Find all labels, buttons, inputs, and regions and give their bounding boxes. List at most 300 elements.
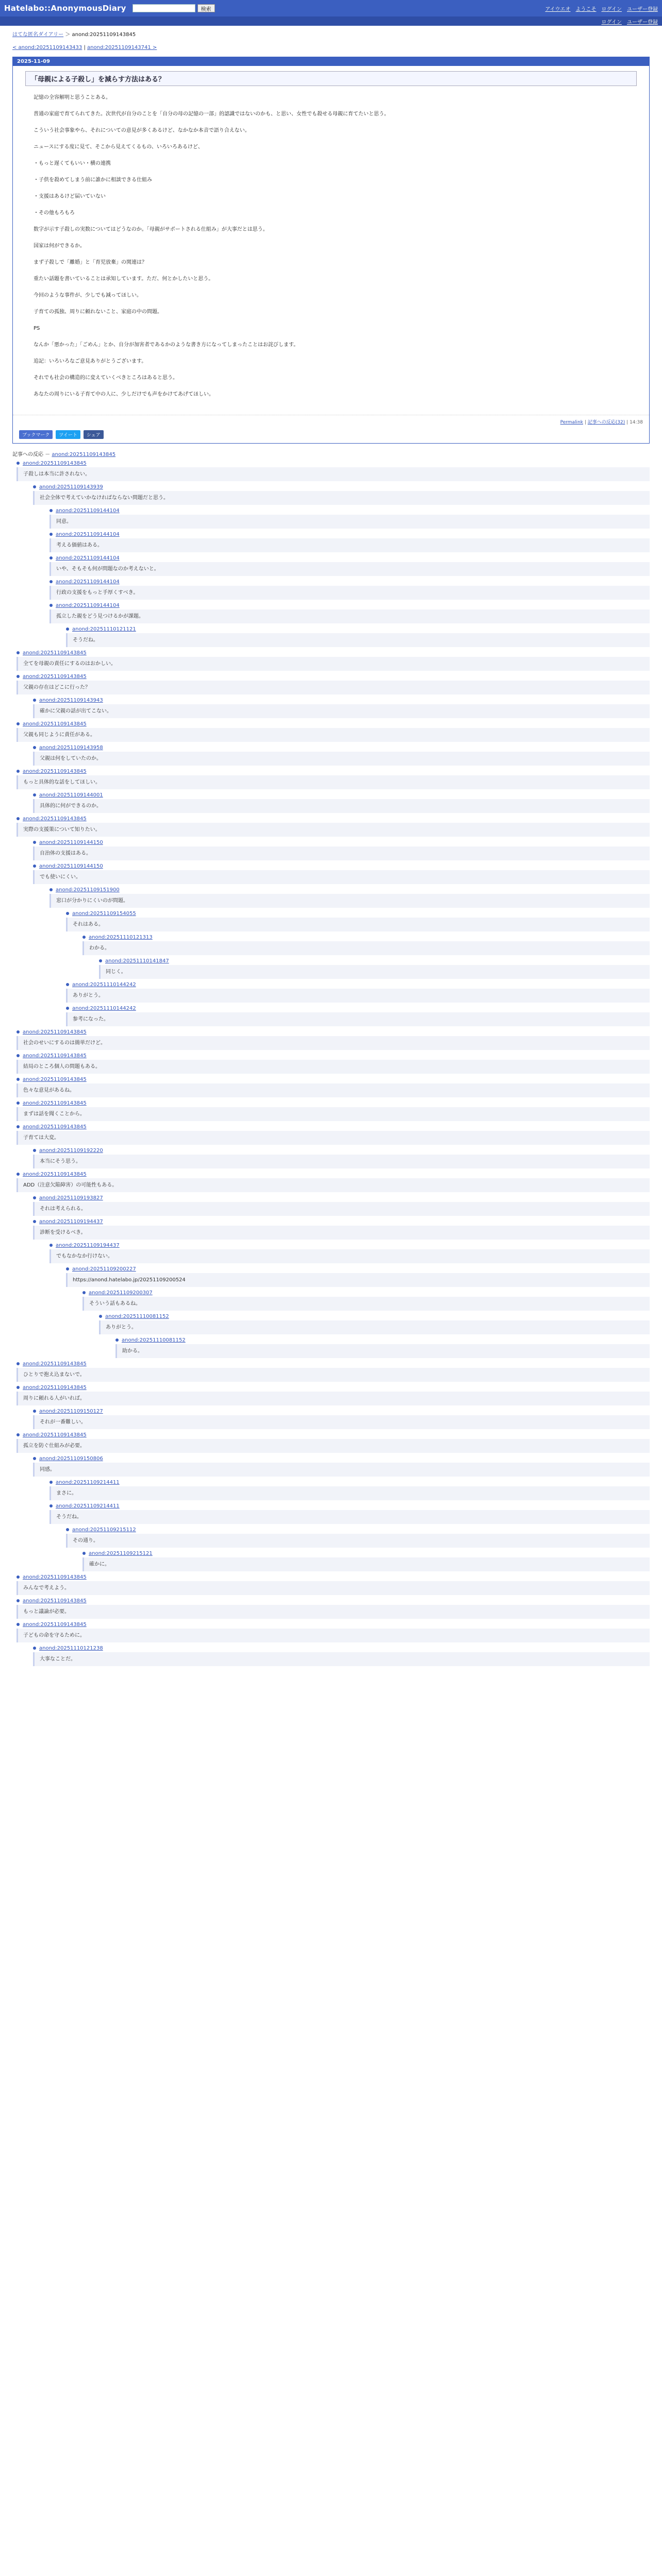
article-date: 2025-11-09	[13, 57, 649, 66]
comment-item	[16, 1432, 650, 1453]
comment-id-link[interactable]: anond:20251110121238	[39, 1646, 103, 1651]
comment-body: ありがとう。	[99, 1320, 650, 1334]
comment-item	[33, 1195, 650, 1216]
bullet-icon	[16, 1054, 20, 1057]
article-paragraph: ・もっと遅くてもいい・横の連携	[34, 161, 111, 166]
comment-item	[16, 1361, 650, 1382]
article-paragraph: ・支援はあるけど届いていない	[34, 194, 106, 199]
comment-body: みんなで考えよう。	[16, 1581, 650, 1595]
article-title[interactable]: 「母親による子殺し」を減らす方法はある？	[25, 71, 637, 86]
comment-body: 参考になった。	[66, 1012, 650, 1026]
article-paragraph: 普通の家庭で育てられてきた。次世代が自分のことを「自分の母の記憶の一部」的認識ではないのかも、と思い、女性でも殺せる母親に育てたいと思う。	[34, 111, 389, 117]
comment-header	[66, 626, 650, 632]
comment-id-link[interactable]: anond:20251109143845	[23, 674, 87, 680]
article-body	[13, 93, 649, 415]
bullet-icon	[16, 1433, 20, 1436]
bullet-icon	[16, 817, 20, 820]
comment-header	[33, 1148, 650, 1154]
comment-header	[66, 1527, 650, 1533]
bullet-icon	[16, 675, 20, 678]
comment-body: 社会のせいにするのは簡単だけど。	[16, 1036, 650, 1050]
article-paragraph: PS	[34, 326, 40, 331]
bullet-icon	[16, 1101, 20, 1105]
article-paragraph: 重たい話題を書いていることは承知しています。ただ、何とかしたいと思う。	[34, 276, 214, 282]
bullet-icon	[16, 1599, 20, 1602]
article-paragraph: 国家は何ができるか。	[34, 243, 85, 249]
bullet-icon	[82, 936, 86, 939]
comment-id-link[interactable]: anond:20251109144104	[56, 579, 120, 585]
comment-body: 父親の存在はどこに行った？	[16, 681, 650, 694]
comment-item	[16, 1622, 650, 1642]
comment-item	[16, 1077, 650, 1097]
comment-item	[16, 1172, 650, 1192]
comment-header	[16, 650, 650, 656]
comment-header	[16, 1622, 650, 1628]
comment-header	[82, 1290, 650, 1296]
article-paragraph: まず子殺しで「離婚」と「育児放棄」の関連は？	[34, 260, 147, 265]
comment-id-link[interactable]: anond:20251109143845	[23, 1622, 87, 1628]
comment-id-link[interactable]: anond:20251109143845	[23, 461, 87, 466]
footer-sep: |	[584, 420, 586, 425]
comment-item	[16, 1124, 650, 1145]
comment-header	[33, 792, 650, 798]
comment-item	[16, 1100, 650, 1121]
comment-body: 父親も同じように責任がある。	[16, 728, 650, 742]
comment-item	[115, 1337, 650, 1358]
comment-id-link[interactable]: anond:20251110121121	[72, 626, 136, 632]
comment-id-link[interactable]: anond:20251109143845	[23, 769, 87, 774]
comment-header	[16, 721, 650, 727]
comment-body: 社会全体で考えていかなければならない問題だと思う。	[33, 491, 650, 505]
comment-item	[33, 484, 650, 505]
bullet-icon	[33, 793, 36, 796]
comment-item	[82, 1290, 650, 1311]
comment-body: 実際の支援策について知りたい。	[16, 823, 650, 837]
bullet-icon	[33, 1457, 36, 1460]
comment-header	[49, 508, 650, 514]
bullet-icon	[16, 651, 20, 654]
comment-id-link[interactable]: anond:20251110121313	[89, 935, 153, 940]
nav-sep: |	[84, 45, 86, 50]
comment-item	[33, 840, 650, 860]
article-paragraph: 記憶の全容解明と思うことある。	[34, 95, 111, 100]
comment-header	[16, 674, 650, 680]
comment-id-link[interactable]: anond:20251109143845	[23, 721, 87, 727]
bullet-icon	[33, 1647, 36, 1650]
comment-id-link[interactable]: anond:20251109144001	[39, 792, 103, 798]
top-links-secondary	[602, 18, 658, 25]
comment-item	[33, 1219, 650, 1240]
comment-body: 子育ては大変。	[16, 1131, 650, 1145]
comment-header	[99, 958, 650, 964]
top-bar-secondary	[0, 16, 662, 26]
bullet-icon	[16, 722, 20, 725]
top-links	[545, 5, 658, 12]
comment-id-link[interactable]: anond:20251109144150	[39, 863, 103, 869]
comment-header	[33, 698, 650, 703]
comment-id-link[interactable]: anond:20251109150806	[39, 1456, 103, 1462]
comment-body: もっと議論が必要。	[16, 1605, 650, 1619]
bullet-icon	[66, 1007, 69, 1010]
comment-header	[16, 1361, 650, 1367]
comment-body: 考える価値はある。	[49, 538, 650, 552]
comment-item	[16, 1598, 650, 1619]
comment-body: ひとりで抱え込まないで。	[16, 1368, 650, 1382]
bullet-icon	[66, 983, 69, 986]
comment-id-link[interactable]: anond:20251110141847	[105, 958, 169, 964]
bullet-icon	[33, 865, 36, 868]
article	[12, 57, 650, 444]
comment-header	[49, 1480, 650, 1485]
comment-item	[49, 603, 650, 623]
comment-header	[66, 1266, 650, 1272]
comment-body: 全てを母親の責任にするのはおかしい。	[16, 657, 650, 671]
comment-header	[33, 1219, 650, 1225]
search-button[interactable]: 検索	[197, 4, 215, 12]
comment-header	[33, 1409, 650, 1414]
comment-body: https://anond.hatelabo.jp/20251109200524	[66, 1273, 650, 1287]
comment-body: 孤立を防ぐ仕組みが必要。	[16, 1439, 650, 1453]
comment-id-link[interactable]: anond:20251109200307	[89, 1290, 153, 1296]
comment-header	[66, 911, 650, 917]
comment-body: 確かに。	[82, 1557, 650, 1571]
comment-item	[49, 508, 650, 529]
bullet-icon	[33, 699, 36, 702]
bullet-icon	[16, 462, 20, 465]
comment-body: 大事なことだ。	[33, 1652, 650, 1666]
comment-header	[82, 1551, 650, 1556]
comment-id-link[interactable]: anond:20251109143845	[23, 1077, 87, 1082]
bullet-icon	[82, 1291, 86, 1294]
comment-header	[33, 484, 650, 490]
comment-item	[82, 1551, 650, 1571]
trackback-count-link[interactable]: 記事への反応(32)	[587, 420, 625, 425]
top-link[interactable]: ようこそ	[575, 6, 597, 12]
comment-body: 自治体の支援はある。	[33, 846, 650, 860]
top-link[interactable]: ログイン	[601, 6, 622, 12]
bullet-icon	[49, 533, 53, 536]
trackback-sep: －	[45, 452, 51, 457]
comment-item	[16, 1029, 650, 1050]
comment-id-link[interactable]: anond:20251110144242	[72, 1006, 136, 1011]
comment-body: いや、そもそも何が問題なのか考えないと。	[49, 562, 650, 576]
comment-body: 周りに頼れる人がいれば。	[16, 1392, 650, 1405]
comment-header	[16, 1432, 650, 1438]
bullet-icon	[16, 1623, 20, 1626]
comment-body: 結局のところ個人の問題もある。	[16, 1060, 650, 1074]
post-time: 14:38	[630, 420, 643, 425]
article-paragraph: 子育ての孤独、周りに頼れないこと、家庭の中の問題。	[34, 309, 162, 315]
comment-body: それが一番難しい。	[33, 1415, 650, 1429]
comment-item	[16, 721, 650, 742]
comment-item	[33, 792, 650, 813]
comment-header	[16, 1100, 650, 1106]
comment-item	[49, 555, 650, 576]
comment-id-link[interactable]: anond:20251109143845	[23, 1574, 87, 1580]
bullet-icon	[49, 888, 53, 891]
comment-header	[49, 603, 650, 608]
comment-id-link[interactable]: anond:20251109214411	[56, 1503, 120, 1509]
comment-body: 診断を受けるべき。	[33, 1226, 650, 1240]
top-link[interactable]: アイウエオ	[545, 6, 571, 12]
comment-item	[33, 745, 650, 766]
comment-body: わかる。	[82, 941, 650, 955]
bullet-icon	[99, 959, 102, 962]
comment-item	[33, 1409, 650, 1429]
comment-header	[16, 1385, 650, 1391]
comment-id-link[interactable]: anond:20251109215112	[72, 1527, 136, 1533]
bullet-icon	[66, 912, 69, 915]
comment-id-link[interactable]: anond:20251110081152	[105, 1314, 169, 1319]
top-link[interactable]: ユーザー登録	[627, 6, 658, 12]
comment-item	[66, 1527, 650, 1548]
comment-header	[49, 532, 650, 537]
comment-id-link[interactable]: anond:20251109143845	[23, 1124, 87, 1130]
entry-nav	[0, 39, 662, 53]
comment-id-link[interactable]: anond:20251109143845	[23, 1053, 87, 1059]
comment-body: 同意。	[49, 515, 650, 529]
bullet-icon	[16, 770, 20, 773]
bullet-icon	[16, 1030, 20, 1033]
comment-header	[16, 1172, 650, 1177]
comment-header	[16, 461, 650, 466]
trackback-header	[12, 450, 650, 457]
comment-body: 同じく。	[99, 965, 650, 979]
comment-body: 窓口が分かりにくいのが問題。	[49, 894, 650, 908]
comment-item	[99, 958, 650, 979]
bullet-icon	[66, 1528, 69, 1531]
prev-entry-link[interactable]: < anond:20251109143433	[12, 45, 82, 50]
comment-id-link[interactable]: anond:20251109150127	[39, 1409, 103, 1414]
comment-header	[16, 1029, 650, 1035]
tweet-button[interactable]: ツイート	[56, 430, 80, 439]
comment-header	[49, 1503, 650, 1509]
article-footer	[13, 415, 649, 428]
comment-id-link[interactable]: anond:20251109144104	[56, 603, 120, 608]
permalink[interactable]: Permalink	[560, 420, 583, 425]
comment-id-link[interactable]: anond:20251109144104	[56, 532, 120, 537]
article-paragraph: 今回のような事件が、少しでも減ってほしい。	[34, 293, 142, 298]
bullet-icon	[99, 1315, 102, 1318]
comment-body: まさに。	[49, 1486, 650, 1500]
comment-body: 父親は何をしていたのか。	[33, 752, 650, 766]
comment-item	[49, 1503, 650, 1524]
article-paragraph: あなたの周りにいる子育て中の人に、少しだけでも声をかけてあげてほしい。	[34, 392, 214, 397]
comment-header	[16, 1598, 650, 1604]
trackback-label: 記事への反応	[12, 452, 43, 457]
comment-item	[16, 461, 650, 481]
comment-header	[115, 1337, 650, 1343]
comment-id-link[interactable]: anond:20251109143845	[23, 1385, 87, 1391]
comment-item	[49, 532, 650, 552]
bullet-icon	[16, 1386, 20, 1389]
bullet-icon	[49, 580, 53, 583]
comment-body: それは考えられる。	[33, 1202, 650, 1216]
bullet-icon	[49, 604, 53, 607]
comment-id-link[interactable]: anond:20251109144150	[39, 840, 103, 845]
bullet-icon	[16, 1362, 20, 1365]
comment-header	[33, 745, 650, 751]
comment-id-link[interactable]: anond:20251110081152	[122, 1337, 186, 1343]
bullet-icon	[33, 746, 36, 749]
comment-body: もっと具体的な話をしてほしい。	[16, 775, 650, 789]
comment-body: 子どもの命を守るために。	[16, 1629, 650, 1642]
comment-id-link[interactable]: anond:20251109214411	[56, 1480, 120, 1485]
breadcrumb	[0, 26, 662, 39]
comment-id-link[interactable]: anond:20251109143845	[23, 1029, 87, 1035]
site-logo[interactable]: Hatelabo::AnonymousDiary	[4, 4, 126, 13]
comment-body: 助かる。	[115, 1344, 650, 1358]
comment-header	[16, 1053, 650, 1059]
comment-id-link[interactable]: anond:20251109215121	[89, 1551, 153, 1556]
comment-id-link[interactable]: anond:20251109143943	[39, 698, 103, 703]
comment-item	[33, 863, 650, 884]
comment-header	[49, 1243, 650, 1248]
comment-header	[66, 1006, 650, 1011]
comment-body: でもなかなか行けない。	[49, 1249, 650, 1263]
comment-item	[33, 1148, 650, 1168]
comment-header	[33, 1195, 650, 1201]
share-buttons	[13, 428, 649, 443]
comment-id-link[interactable]: anond:20251109192220	[39, 1148, 103, 1154]
comment-body: ありがとう。	[66, 989, 650, 1003]
comment-item	[99, 1314, 650, 1334]
comment-item	[16, 816, 650, 837]
article-paragraph: なんか「悪かった」「ごめん」とか、自分が加害者であるかのような書き方になってしまったことはお詫びします。	[34, 342, 299, 348]
bullet-icon	[16, 1575, 20, 1579]
register-link[interactable]: ユーザー登録	[627, 19, 658, 25]
article-paragraph: 数字が示す子殺しの実数についてはどうなのか。「母親がサポートされる仕組み」が大事だとは思う。	[34, 227, 268, 232]
comment-id-link[interactable]: anond:20251109143845	[23, 1172, 87, 1177]
comment-id-link[interactable]: anond:20251109143845	[23, 1361, 87, 1367]
bullet-icon	[49, 1244, 53, 1247]
comment-header	[16, 1124, 650, 1130]
comment-header	[16, 1077, 650, 1082]
bullet-icon	[16, 1173, 20, 1176]
comment-id-link[interactable]: anond:20251110144242	[72, 982, 136, 988]
bullet-icon	[49, 1504, 53, 1507]
comment-header	[16, 1574, 650, 1580]
comment-item	[33, 1456, 650, 1477]
bookmark-button[interactable]: ブックマーク	[19, 430, 53, 439]
bullet-icon	[33, 1149, 36, 1152]
breadcrumb-sep: ＞	[65, 32, 71, 38]
comment-body: その通り。	[66, 1534, 650, 1548]
comment-header	[33, 863, 650, 869]
comment-header	[49, 555, 650, 561]
comment-id-link[interactable]: anond:20251109143845	[23, 1432, 87, 1438]
comment-body: 行政の支援をもっと手厚くすべき。	[49, 586, 650, 600]
comment-id-link[interactable]: anond:20251109151900	[56, 887, 120, 893]
comment-id-link[interactable]: anond:20251109200227	[72, 1266, 136, 1272]
article-paragraph: 追記：いろいろなご意見ありがとうございます。	[34, 359, 147, 364]
comment-id-link[interactable]: anond:20251109143845	[23, 1598, 87, 1604]
comment-header	[49, 887, 650, 893]
comment-header	[49, 579, 650, 585]
comment-id-link[interactable]: anond:20251109143845	[23, 816, 87, 822]
comment-item	[66, 626, 650, 647]
trackback-target-link[interactable]: anond:20251109143845	[52, 452, 116, 457]
comment-item	[16, 674, 650, 694]
comment-body: それはある。	[66, 918, 650, 931]
comment-id-link[interactable]: anond:20251109194437	[56, 1243, 120, 1248]
bullet-icon	[33, 1410, 36, 1413]
article-paragraph: ・子供を殺めてしまう前に誰かに相談できる仕組み	[34, 177, 152, 183]
comment-body: でも使いにくい。	[33, 870, 650, 884]
comment-header	[16, 769, 650, 774]
comment-id-link[interactable]: anond:20251109143845	[23, 1100, 87, 1106]
article-paragraph: こういう社会事象やら、それについての意見が多くあるけど、なかなか本音で語り合えない。	[34, 128, 250, 133]
comment-body: 本当にそう思う。	[33, 1155, 650, 1168]
comment-header	[66, 982, 650, 988]
next-entry-link[interactable]: anond:20251109143741 >	[87, 45, 157, 50]
comment-item	[16, 769, 650, 789]
bullet-icon	[33, 1220, 36, 1223]
bullet-icon	[49, 509, 53, 512]
article-paragraph: それでも社会の構造的に変えていくべきところはあると思う。	[34, 375, 178, 381]
article-paragraph: ・その他もろもろ	[34, 210, 75, 216]
breadcrumb-home[interactable]: はてな匿名ダイアリー	[12, 32, 64, 38]
comment-header	[16, 816, 650, 822]
comment-item	[49, 1243, 650, 1263]
bullet-icon	[66, 1267, 69, 1270]
bullet-icon	[49, 556, 53, 560]
bullet-icon	[33, 485, 36, 488]
comment-item	[33, 698, 650, 718]
comment-item	[82, 935, 650, 955]
bullet-icon	[115, 1338, 119, 1342]
comment-body: そうだね。	[49, 1510, 650, 1524]
search-input[interactable]	[133, 4, 195, 12]
top-bar	[0, 0, 662, 16]
comment-body: 色々な意見があるね。	[16, 1083, 650, 1097]
comment-id-link[interactable]: anond:20251109144104	[56, 508, 120, 514]
comment-id-link[interactable]: anond:20251109154055	[72, 911, 136, 917]
bullet-icon	[16, 1125, 20, 1128]
login-link[interactable]: ログイン	[601, 19, 622, 25]
comment-header	[33, 1456, 650, 1462]
comment-id-link[interactable]: anond:20251109143958	[39, 745, 103, 751]
comment-id-link[interactable]: anond:20251109143939	[39, 484, 103, 490]
comment-body: 確かに父親の話が出てこない。	[33, 704, 650, 718]
comment-body: まずは話を聞くことから。	[16, 1107, 650, 1121]
comment-id-link[interactable]: anond:20251109143845	[23, 650, 87, 656]
bullet-icon	[49, 1481, 53, 1484]
comment-item	[49, 1480, 650, 1500]
comment-item	[49, 887, 650, 908]
comment-body: そうだね。	[66, 633, 650, 647]
comment-id-link[interactable]: anond:20251109194437	[39, 1219, 103, 1225]
bullet-icon	[33, 1196, 36, 1199]
comment-item	[66, 1266, 650, 1287]
comment-header	[33, 1646, 650, 1651]
footer-sep: |	[626, 420, 628, 425]
comment-item	[16, 1574, 650, 1595]
comment-item	[16, 650, 650, 671]
comment-id-link[interactable]: anond:20251109144104	[56, 555, 120, 561]
comment-item	[33, 1646, 650, 1666]
comment-body: 同感。	[33, 1463, 650, 1477]
bullet-icon	[82, 1552, 86, 1555]
comment-item	[66, 911, 650, 931]
share-button[interactable]: シェア	[84, 430, 104, 439]
comment-header	[99, 1314, 650, 1319]
comment-body: ADD（注意欠陥障害）の可能性もある。	[16, 1178, 650, 1192]
article-paragraph: ニュースにする度に見て、そこから見えてくるもの、いろいろあるけど、	[34, 144, 203, 150]
trackback-tree	[12, 461, 650, 1666]
comment-id-link[interactable]: anond:20251109193827	[39, 1195, 103, 1201]
breadcrumb-current: anond:20251109143845	[72, 32, 136, 38]
